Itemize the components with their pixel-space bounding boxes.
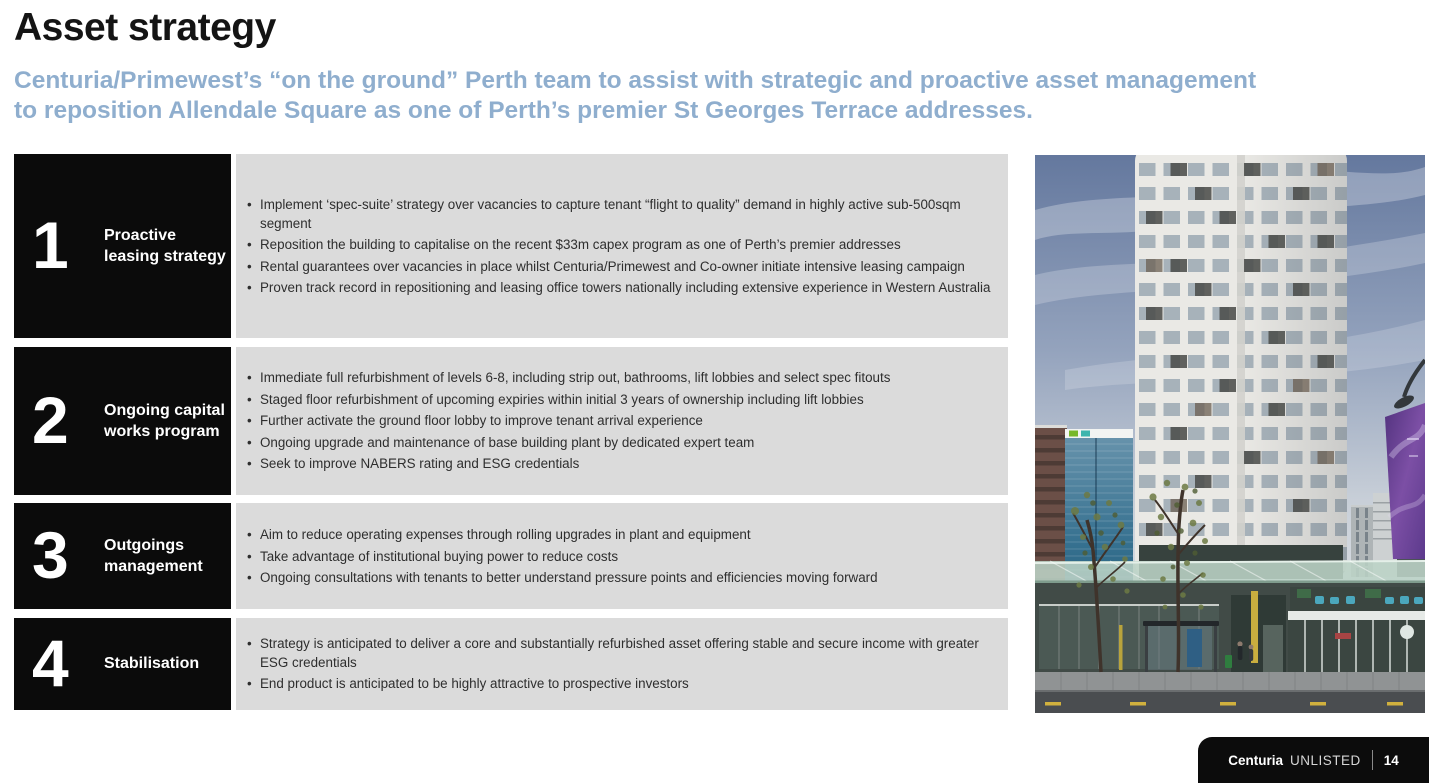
bullet-item: • End product is anticipated to be highly attractive to prospective investors — [246, 674, 1006, 693]
bullet-item: • Ongoing upgrade and maintenance of base building plant by dedicated expert team — [246, 433, 890, 452]
footer-divider — [1372, 750, 1373, 770]
bullet-item: • Proven track record in repositioning and leasing office towers nationally including extensive experience in Western Australia — [246, 278, 1006, 297]
bullet-list — [236, 192, 1008, 300]
bullet-item: • Staged floor refurbishment of upcoming expiries within initial 3 years of ownership including lift lobbies — [246, 390, 890, 409]
page-title: Asset strategy — [14, 6, 276, 49]
strategy-row — [14, 154, 1008, 338]
building-illustration — [1035, 155, 1425, 713]
strategy-number: 2 — [32, 382, 69, 457]
bullet-item: • Rental guarantees over vacancies in place whilst Centuria/Primewest and Co-owner initiate intensive leasing campaign — [246, 257, 1006, 276]
strategy-row — [14, 618, 1008, 710]
strategy-number-panel — [14, 154, 231, 338]
bullet-item: • Further activate the ground floor lobby to improve tenant arrival experience — [246, 411, 890, 430]
bullet-item: • Aim to reduce operating expenses through rolling upgrades in plant and equipment — [246, 525, 878, 544]
strategy-detail-panel — [236, 154, 1008, 338]
bullet-list — [236, 631, 1008, 696]
strategy-rows — [14, 154, 1008, 718]
strategy-number: 1 — [32, 208, 69, 283]
strategy-detail-panel — [236, 503, 1008, 609]
strategy-number-panel — [14, 347, 231, 495]
footer-brand: Centuria — [1228, 752, 1283, 768]
bullet-list — [236, 523, 880, 590]
strategy-row — [14, 503, 1008, 609]
strategy-title: Ongoing capital works program — [104, 401, 225, 440]
page-subtitle: Centuria/Primewest’s “on the ground” Perth team to assist with strategic and proactive asset management to reposition Allendale Square as one of Perth’s premier St Georges Terrace addresses. — [14, 67, 1257, 124]
footer-label: UNLISTED — [1289, 752, 1361, 768]
strategy-number-panel — [14, 503, 231, 609]
strategy-row — [14, 347, 1008, 495]
property-photo — [1035, 155, 1425, 713]
bullet-item: • Ongoing consultations with tenants to better understand pressure points and efficiencies moving forward — [246, 568, 878, 587]
bullet-item: • Reposition the building to capitalise on the recent $33m capex program as one of Perth’s premier addresses — [246, 235, 1006, 254]
strategy-detail-panel — [236, 618, 1008, 710]
bullet-list — [236, 366, 892, 476]
strategy-detail-panel — [236, 347, 1008, 495]
bullet-item: • Immediate full refurbishment of levels 6-8, including strip out, bathrooms, lift lobbies and select spec fitouts — [246, 368, 890, 387]
bullet-item: • Strategy is anticipated to deliver a core and substantially refurbished asset offering stable and secure income with greater ESG credentials — [246, 634, 1006, 672]
bullet-item: • Implement ‘spec-suite’ strategy over vacancies to capture tenant “flight to quality” demand in highly active sub-500sqm segment — [246, 195, 1006, 233]
bullet-item: • Seek to improve NABERS rating and ESG credentials — [246, 454, 890, 473]
strategy-number-panel — [14, 618, 231, 710]
footer-brand-badge — [1198, 737, 1429, 783]
strategy-title: Stabilisation — [104, 655, 200, 672]
strategy-number: 3 — [32, 518, 69, 593]
footer-page-number: 14 — [1383, 752, 1399, 768]
strategy-number: 4 — [32, 625, 69, 700]
strategy-title: Outgoings management — [104, 537, 203, 575]
bullet-item: • Take advantage of institutional buying power to reduce costs — [246, 547, 878, 566]
strategy-title: Proactive leasing strategy — [104, 227, 226, 265]
